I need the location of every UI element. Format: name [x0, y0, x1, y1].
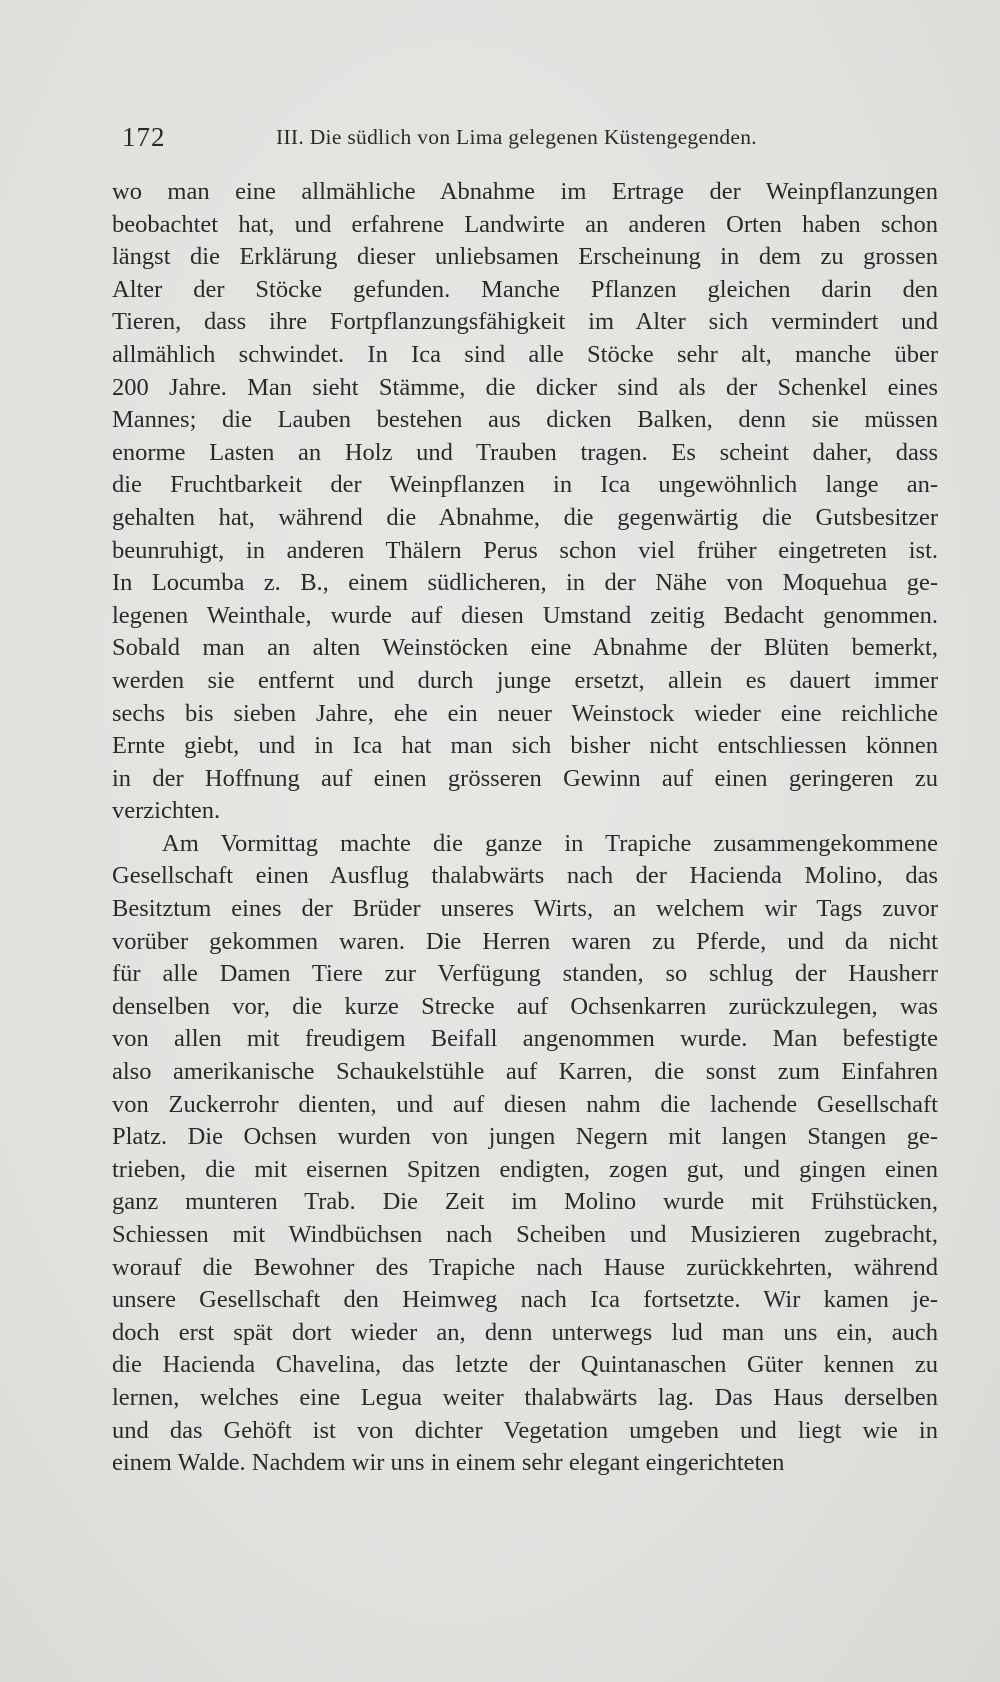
- text-line: Alter der Stöcke gefunden. Manche Pflanzen gleichen darin den: [112, 275, 938, 303]
- text-line: Ernte giebt, und in Ica hat man sich bisher nicht entschliessen können: [112, 732, 938, 760]
- text-line: 200 Jahre. Man sieht Stämme, die dicker sind als der Schenkel eines: [112, 373, 938, 401]
- text-line: Am Vormittag machte die ganze in Trapiche zusammengekommene: [162, 829, 938, 857]
- text-line: von allen mit freudigem Beifall angenommen wurde. Man befestigte: [112, 1025, 938, 1053]
- text-line: allmählich schwindet. In Ica sind alle Stöcke sehr alt, manche über: [112, 340, 938, 368]
- text-line: Schiessen mit Windbüchsen nach Scheiben und Musizieren zugebracht,: [112, 1221, 938, 1248]
- text-line: verzichten.: [112, 797, 221, 825]
- text-line: für alle Damen Tiere zur Verfügung standen, so schlug der Hausherr: [112, 960, 938, 988]
- text-line: Platz. Die Ochsen wurden von jungen Negern mit langen Stangen ge-: [112, 1123, 938, 1151]
- text-line: gehalten hat, während die Abnahme, die gegenwärtig die Gutsbesitzer: [112, 503, 938, 531]
- page-header: [122, 122, 928, 156]
- text-line: werden sie entfernt und durch junge ersetzt, allein es dauert immer: [112, 666, 938, 694]
- body-text: [112, 176, 938, 1480]
- text-line: die Fruchtbarkeit der Weinpflanzen in Ica ungewöhnlich lange an-: [112, 471, 938, 499]
- paragraph: [112, 828, 938, 1480]
- text-line: also amerikanische Schaukelstühle auf Karren, die sonst zum Einfahren: [112, 1058, 938, 1086]
- text-line: wo man eine allmähliche Abnahme im Ertrage der Weinpflanzungen: [112, 178, 938, 205]
- text-line: Sobald man an alten Weinstöcken eine Abnahme der Blüten bemerkt,: [112, 634, 938, 662]
- text-line: die Hacienda Chavelina, das letzte der Quintanaschen Güter kennen zu: [112, 1351, 938, 1379]
- text-line: und das Gehöft ist von dichter Vegetation umgeben und liegt wie in: [112, 1416, 938, 1444]
- text-line: denselben vor, die kurze Strecke auf Ochsenkarren zurückzulegen, was: [112, 992, 938, 1020]
- text-line: unsere Gesellschaft den Heimweg nach Ica fortsetzte. Wir kamen je-: [112, 1286, 938, 1314]
- text-line: Tieren, dass ihre Fortpflanzungsfähigkeit im Alter sich vermindert und: [112, 308, 938, 336]
- text-line: In Locumba z. B., einem südlicheren, in der Nähe von Moquehua ge-: [112, 569, 938, 597]
- text-line: worauf die Bewohner des Trapiche nach Hause zurückkehrten, während: [112, 1253, 938, 1281]
- paragraph: [112, 176, 938, 828]
- text-line: legenen Weinthale, wurde auf diesen Umstand zeitig Bedacht genommen.: [112, 601, 938, 629]
- text-line: enorme Lasten an Holz und Trauben tragen. Es scheint daher, dass: [112, 438, 938, 466]
- text-line: Gesellschaft einen Ausflug thalabwärts nach der Hacienda Molino, das: [112, 862, 938, 890]
- text-line: Besitztum eines der Brüder unseres Wirts, an welchem wir Tags zuvor: [112, 895, 938, 923]
- text-line: ganz munteren Trab. Die Zeit im Molino wurde mit Frühstücken,: [112, 1188, 938, 1216]
- text-line: lernen, welches eine Legua weiter thalabwärts lag. Das Haus derselben: [112, 1383, 938, 1411]
- text-line: vorüber gekommen waren. Die Herren waren zu Pferde, und da nicht: [112, 927, 938, 955]
- running-head: III. Die südlich von Lima gelegenen Küstengegenden.: [276, 125, 757, 149]
- text-line: beunruhigt, in anderen Thälern Perus schon viel früher eingetreten ist.: [112, 536, 938, 564]
- text-line: in der Hoffnung auf einen grösseren Gewinn auf einen geringeren zu: [112, 764, 938, 792]
- text-line: einem Walde. Nachdem wir uns in einem sehr elegant eingerichteten: [112, 1449, 785, 1477]
- text-line: sechs bis sieben Jahre, ehe ein neuer Weinstock wieder eine reichliche: [112, 699, 938, 727]
- text-line: beobachtet hat, und erfahrene Landwirte an anderen Orten haben schon: [112, 210, 938, 238]
- page-number: 172: [122, 122, 166, 152]
- text-line: doch erst spät dort wieder an, denn unterwegs lud man uns ein, auch: [112, 1318, 938, 1346]
- text-line: Mannes; die Lauben bestehen aus dicken Balken, denn sie müssen: [112, 406, 938, 434]
- text-line: von Zuckerrohr dienten, und auf diesen nahm die lachende Gesellschaft: [112, 1090, 938, 1118]
- text-line: längst die Erklärung dieser unliebsamen Erscheinung in dem zu grossen: [112, 243, 938, 271]
- text-line: trieben, die mit eisernen Spitzen endigten, zogen gut, und gingen einen: [112, 1155, 938, 1183]
